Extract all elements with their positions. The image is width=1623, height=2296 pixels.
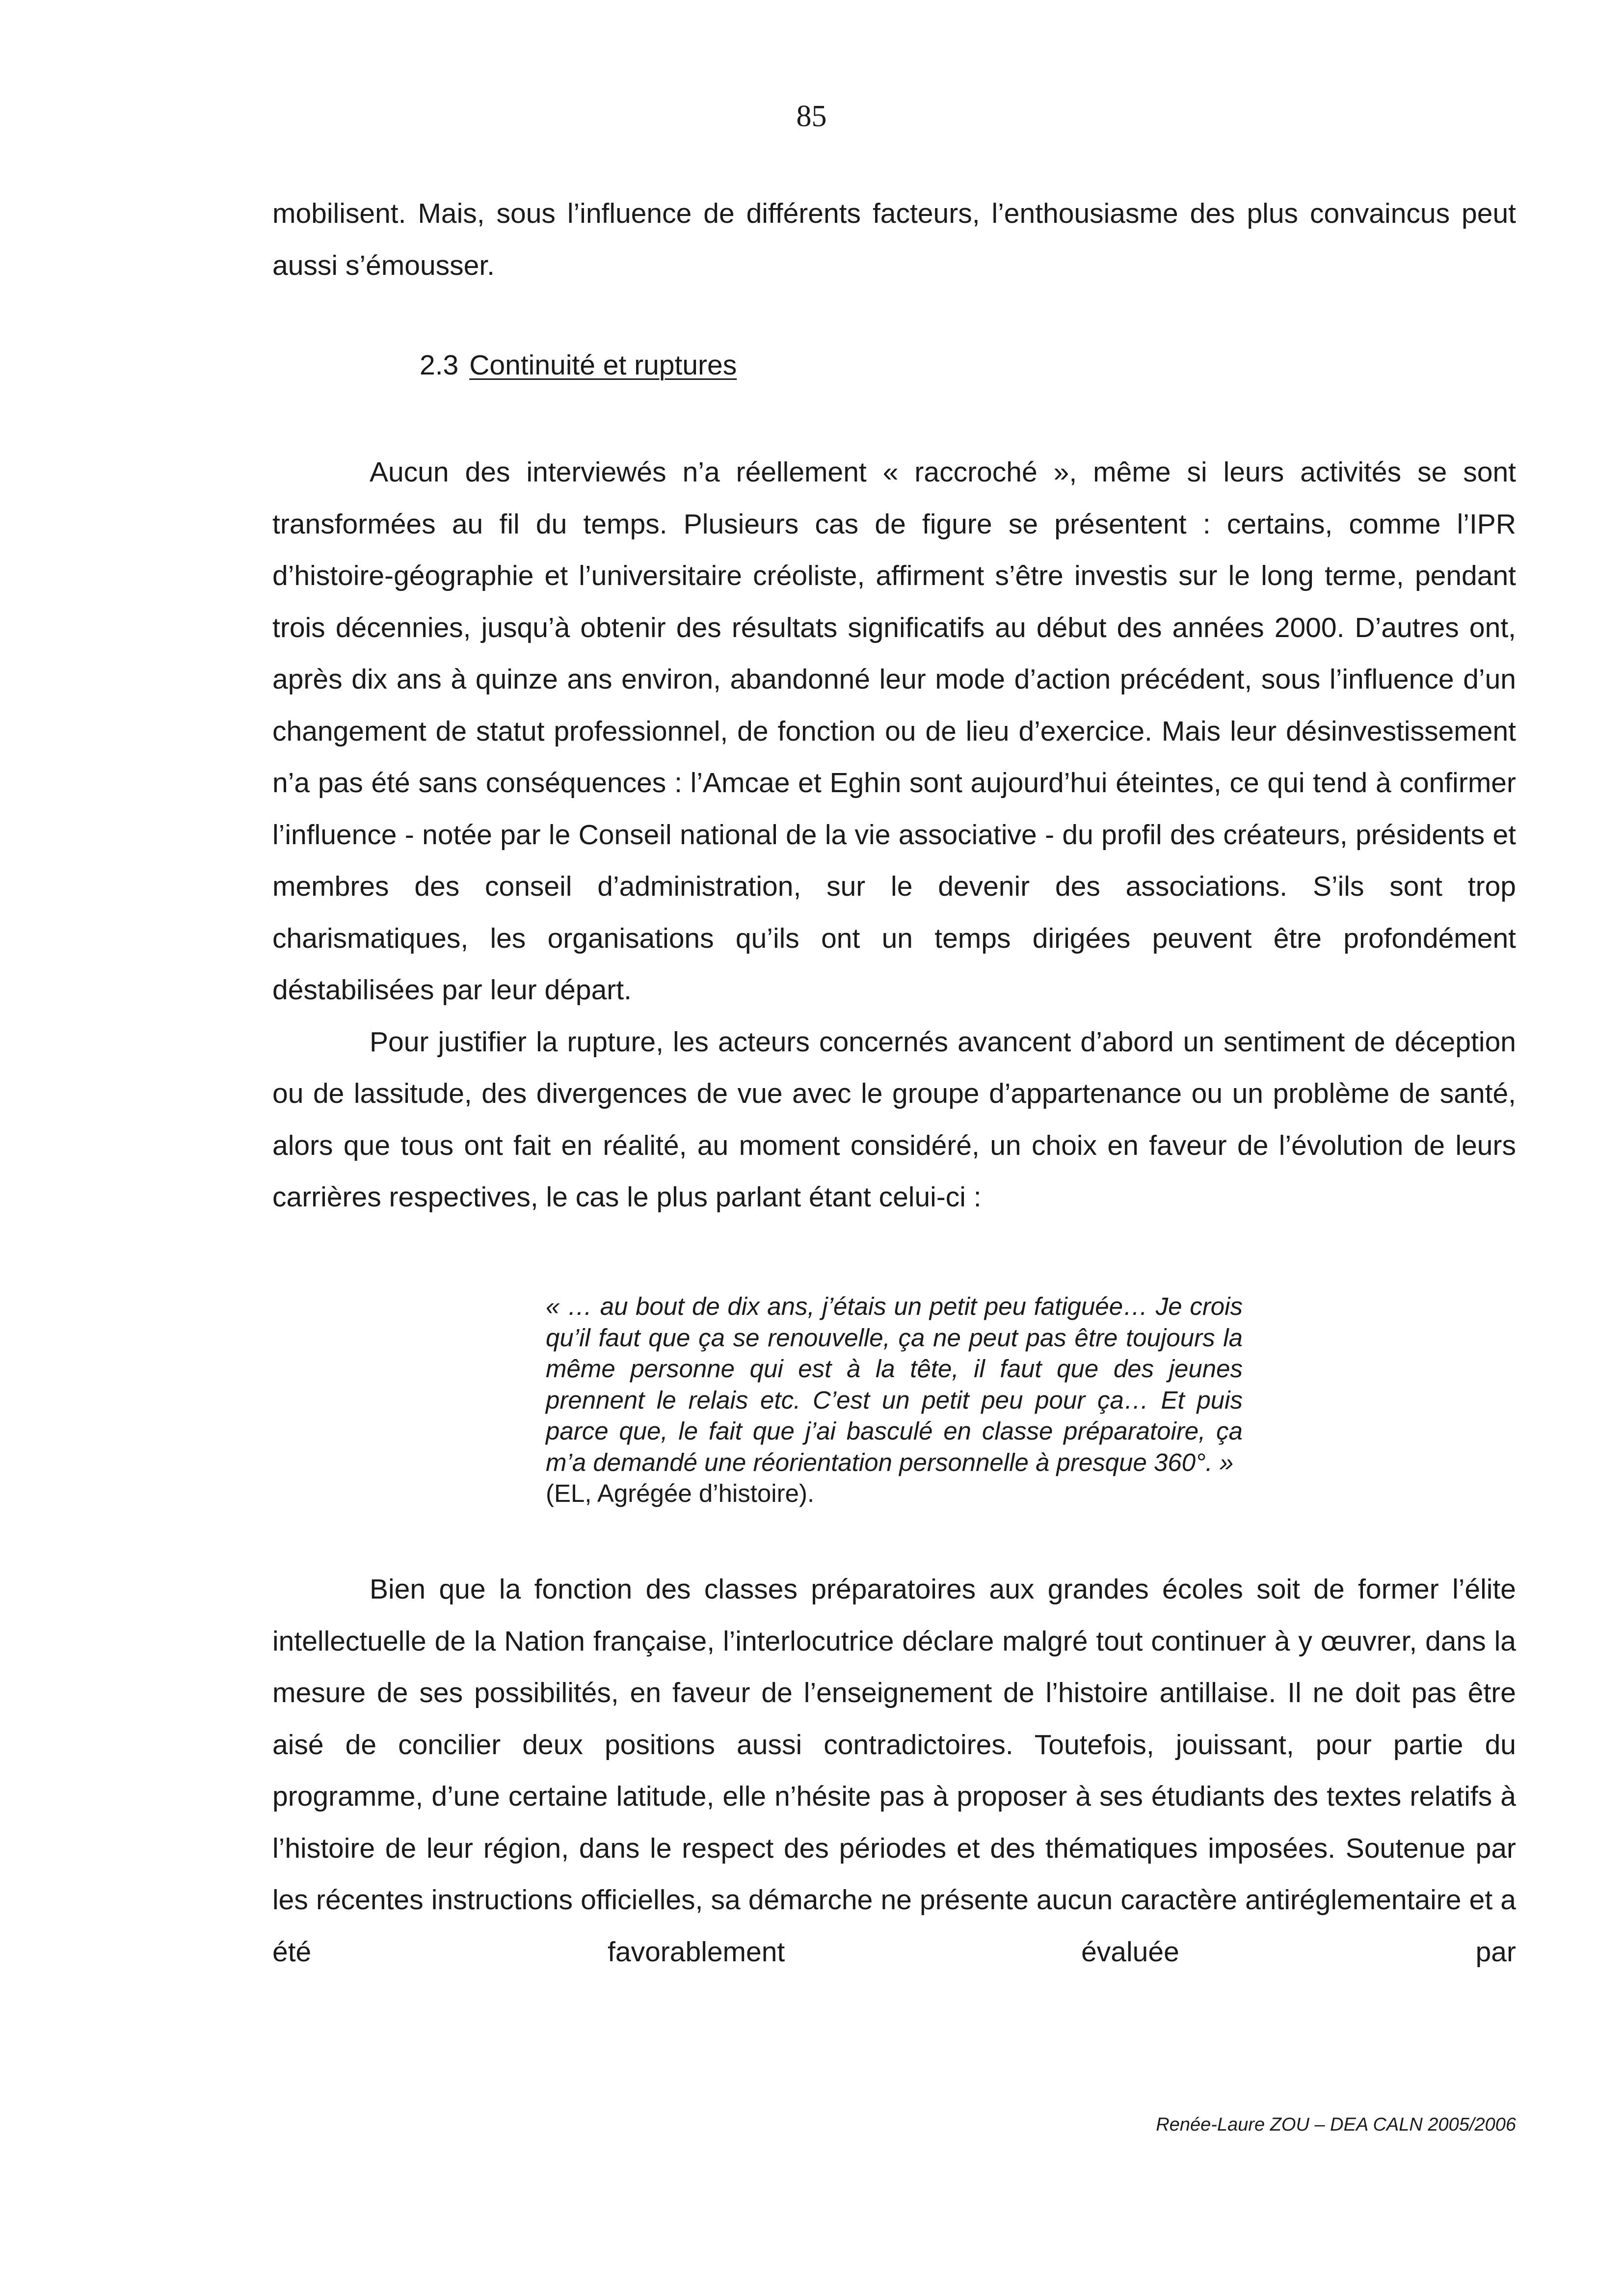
paragraph-continuity: Aucun des interviewés n’a réellement « raccroché », même si leurs activités se sont transformées au fil du temps. Plusieurs cas de figure se présentent : certains, comme l’IPR d’histoire-géographie et l’universitaire créoliste, affirment s’être investis sur le long terme, pendant trois décennies, jusqu’à obtenir des résultats significatifs au début des années 2000. D’autres ont, après dix ans à quinze ans environ, abandonné leur mode d’action précédent, sous l’influence d’un changement de statut professionnel, de fonction ou de lieu d’exercice. Mais leur désinvestissement n’a pas été sans conséquences : l’Amcae et Eghin sont aujourd’hui éteintes, ce qui tend à confirmer l’influence - notée par le Conseil national de la vie associative - du profil des créateurs, présidents et membres des conseil d’administration, sur le devenir des associations. S’ils sont trop charismatiques, les organisations qu’ils ont un temps dirigées peuvent être profondément déstabilisées par leur départ. bbox=[272, 456, 1516, 1006]
section-number: 2.3 bbox=[420, 349, 459, 381]
paragraph-rupture: Pour justifier la rupture, les acteurs concernés avancent d’abord un sentiment de déception ou de lassitude, des divergences de vue avec le groupe d’appartenance ou un problème de santé, alors que tous ont fait en réalité, au moment considéré, un choix en faveur de l’évolution de leurs carrières respectives, le cas le plus parlant étant celui-ci : bbox=[272, 1026, 1516, 1213]
closing-paragraph: Bien que la fonction des classes préparatoires aux grandes écoles soit de former l’élite intellectuelle de la Nation française, l’interlocutrice déclare malgré tout continuer à y œuvrer, dans la mesure de ses possibilités, en faveur de l’enseignement de l’histoire antillaise. Il ne doit pas être aisé de concilier deux positions aussi contradictoires. Toutefois, jouissant, pour partie du programme, d’une certaine latitude, elle n’hésite pas à proposer à ses étudiants des textes relatifs à l’histoire de leur région, dans le respect des périodes et des thématiques imposées. Soutenue par les récentes instructions officielles, sa démarche ne présente aucun caractère antiréglementaire et a été favorablement évaluée par bbox=[272, 1574, 1516, 1968]
quote-text: « … au bout de dix ans, j’étais un petit peu fatiguée… Je crois qu’il faut que ça se renouvelle, ça ne peut pas être toujours la même personne qui est à la tête, il faut que des jeunes prennent le relais etc. C’est un petit peu pour ça… Et puis parce que, le fait que j’ai basculé en classe préparatoire, ça m’a demandé une réorientation personnelle à presque 360°. » bbox=[546, 1292, 1243, 1476]
interview-quote bbox=[546, 1291, 1243, 1509]
closing-text-block bbox=[272, 1564, 1516, 1978]
section-heading bbox=[420, 346, 737, 385]
page-footer: Renée-Laure ZOU – DEA CALN 2005/2006 bbox=[1156, 2114, 1516, 2135]
main-text-block bbox=[272, 447, 1516, 1224]
quote-attribution: (EL, Agrégée d’histoire). bbox=[546, 1479, 815, 1507]
intro-paragraph: mobilisent. Mais, sous l’influence de différents facteurs, l’enthousiasme des plus convaincus peut aussi s’émousser. bbox=[272, 198, 1516, 281]
section-title: Continuité et ruptures bbox=[469, 349, 737, 381]
page-number: 85 bbox=[796, 100, 827, 133]
intro-text-block bbox=[272, 188, 1516, 292]
